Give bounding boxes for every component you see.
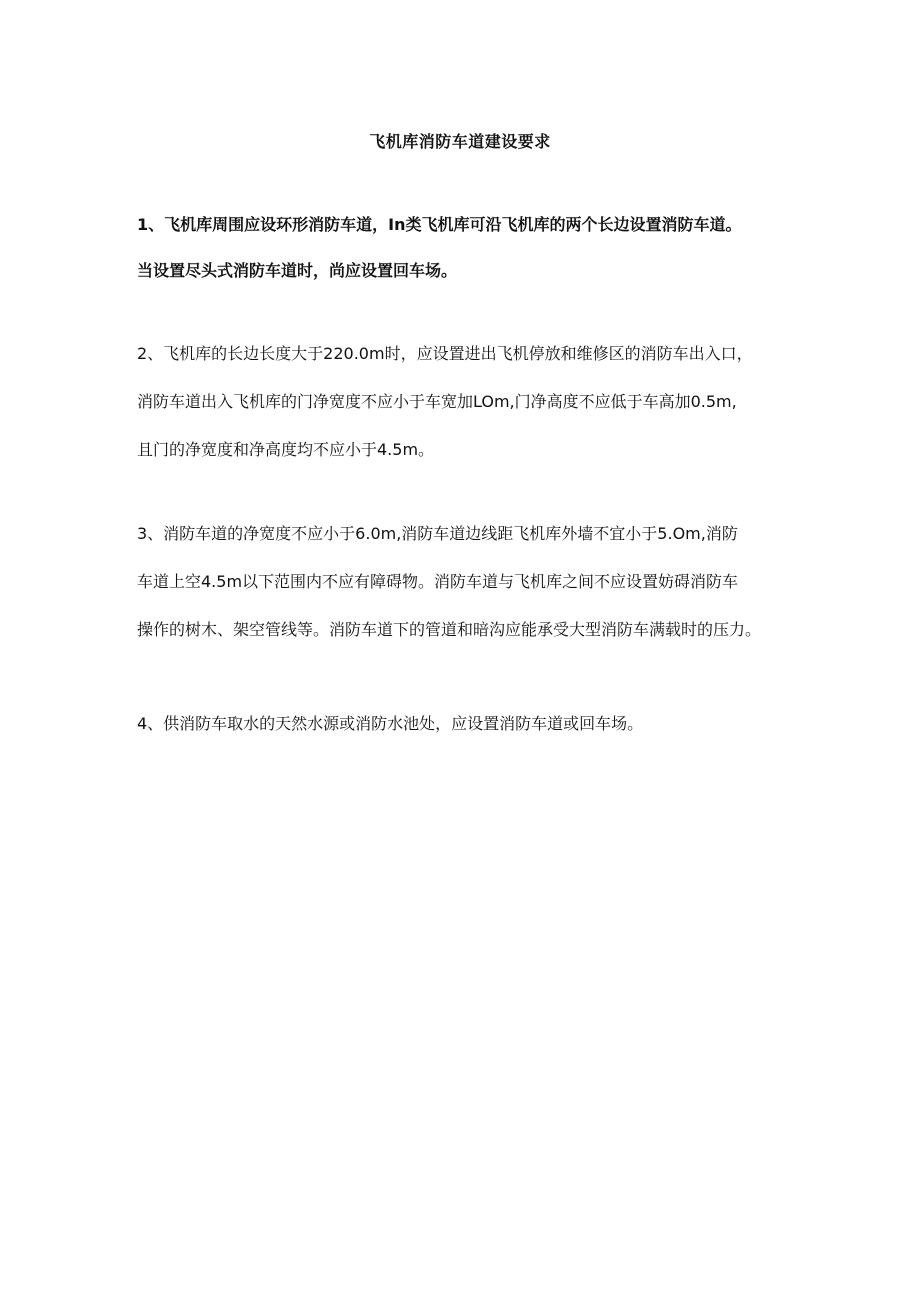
paragraph-1 xyxy=(137,202,797,294)
paragraph-4-line-1: 4、供消防车取水的天然水源或消防水池处，应设置消防车道或回车场。 xyxy=(137,714,644,733)
paragraph-2-line-2: 消防车道出入飞机库的门净宽度不应小于车宽加LOm,门净高度不应低于车高加0.5m, xyxy=(137,392,737,411)
paragraph-3-line-1: 3、消防车道的净宽度不应小于6.0m,消防车道边线距飞机库外墙不宜小于5.Om,消防 xyxy=(137,524,738,543)
paragraph-3 xyxy=(137,510,797,654)
paragraph-2-line-3: 且门的净宽度和净高度均不应小于4.5m。 xyxy=(137,440,435,459)
paragraph-3-line-2: 车道上空4.5m以下范围内不应有障碍物。消防车道与飞机库之间不应设置妨碍消防车 xyxy=(137,572,739,591)
paragraph-4 xyxy=(137,700,797,748)
paragraph-3-line-3: 操作的树木、架空管线等。消防车道下的管道和暗沟应能承受大型消防车满载时的压力。 xyxy=(137,620,762,639)
paragraph-1-line-1: 1、飞机库周围应设环形消防车道，In类飞机库可沿飞机库的两个长边设置消防车道。 xyxy=(137,215,742,234)
page-title: 飞机库消防车道建设要求 xyxy=(369,132,551,151)
paragraph-2-line-1: 2、飞机库的长边长度大于220.0m时，应设置进出飞机停放和维修区的消防车出入口， xyxy=(137,344,753,363)
paragraph-2 xyxy=(137,330,797,474)
paragraph-1-line-2: 当设置尽头式消防车道时，尚应设置回车场。 xyxy=(137,261,458,280)
